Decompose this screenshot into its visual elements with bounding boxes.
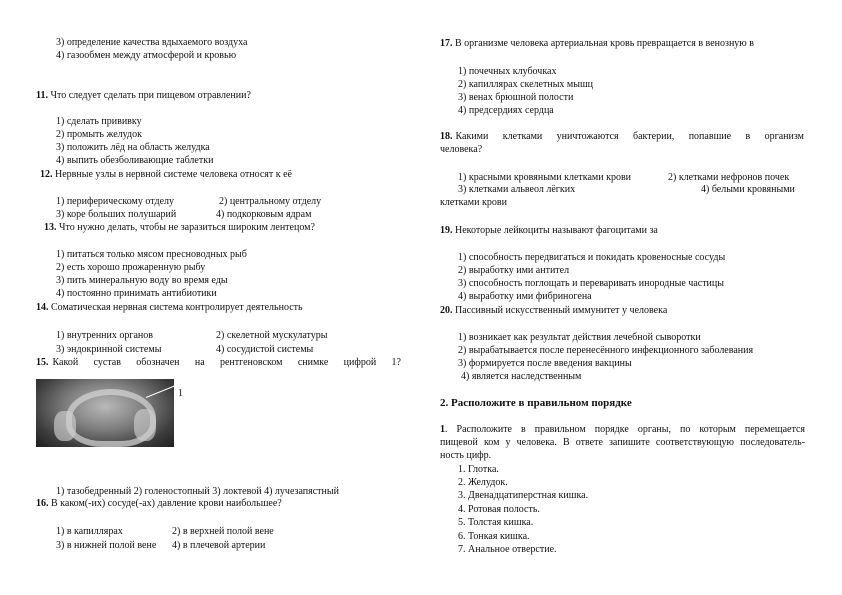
q16-text: В каком(-их) сосуде(-ах) давление крови наибольшее? — [51, 498, 282, 509]
q20-number: 20. — [440, 305, 453, 316]
q11-option-2: 2) промыть желудок — [56, 129, 142, 140]
q13-question — [44, 222, 315, 235]
q11-option-1: 1) сделать прививку — [56, 116, 142, 127]
q19-option-2: 2) выработку ими антител — [458, 265, 570, 276]
q11-option-4: 4) выпить обезболивающие таблетки — [56, 155, 214, 166]
q14-option-4: 4) сосудистой системы — [216, 344, 314, 355]
q18-number: 18. — [440, 131, 453, 142]
q13-option-3: 3) пить минеральную воду во время еды — [56, 275, 228, 286]
q19-question — [440, 225, 658, 238]
q15-number: 15. — [36, 357, 49, 368]
q18-option-1: 1) красными кровяными клетками крови — [458, 172, 632, 183]
order-item-7: 7. Анальное отверстие. — [458, 544, 557, 555]
q13-option-4: 4) постоянно принимать антибиотики — [56, 288, 217, 299]
q20-option-1: 1) возникает как результат действия лечебной сыворотки — [458, 332, 701, 343]
q16-option-3: 3) в нижней полой вене — [56, 540, 157, 551]
q14-question — [36, 302, 303, 315]
q11-text: Что следует сделать при пищевом отравлении? — [50, 90, 251, 101]
xray-pointer-line — [146, 384, 178, 398]
q17-option-1: 1) почечных клубочках — [458, 66, 557, 77]
q19-option-4: 4) выработку ими фибриногена — [458, 291, 592, 302]
q20-option-4: 4) является наследственным — [461, 371, 582, 382]
q16-number: 16. — [36, 498, 49, 509]
q16-option-4: 4) в плечевой артерии — [172, 540, 266, 551]
order-item-2: 2. Желудок. — [458, 477, 508, 488]
q18-option-4-cont: клетками крови — [440, 197, 507, 208]
q17-question — [440, 38, 754, 51]
task-1-text-2: пищевой ком у человека. В ответе запишите соответствующую последователь- — [440, 437, 805, 448]
q19-option-3: 3) способность поглощать и переваривать инородные частицы — [458, 278, 724, 289]
q20-question — [440, 305, 667, 318]
task-1-line-2 — [440, 437, 805, 450]
q10-option-4: 4) газообмен между атмосферой и кровью — [56, 50, 237, 61]
q10-option-3: 3) определение качества вдыхаемого воздуха — [56, 37, 248, 48]
q12-option-1: 1) периферическому отделу — [56, 196, 175, 207]
q19-option-1: 1) способность передвигаться и покидать кровеносные сосуды — [458, 252, 726, 263]
xray-label: 1 — [178, 388, 183, 399]
order-item-6: 6. Тонкая кишка. — [458, 531, 530, 542]
q14-text: Соматическая нервная система контролирует деятельность — [51, 302, 303, 313]
q15-question — [36, 357, 401, 370]
q15-answers: 1) тазобедренный 2) голеностопный 3) локтевой 4) лучезапястный — [56, 486, 339, 497]
q14-option-2: 2) скелетной мускулатуры — [216, 330, 328, 341]
q20-option-3: 3) формируется после введения вакцины — [458, 358, 632, 369]
task-1-text-3: ность цифр. — [440, 450, 492, 461]
task-1-text-1: . Расположите в правильном порядке органы, по которым перемещается — [445, 424, 805, 435]
q18-option-4: 4) белыми кровяными — [701, 184, 795, 195]
order-item-4: 4. Ротовая полость. — [458, 504, 540, 515]
q12-option-4: 4) подкорковым ядрам — [216, 209, 312, 220]
q18-text-line2: человека? — [440, 144, 483, 155]
q11-question — [36, 90, 251, 103]
q18-option-2: 2) клетками нефронов почек — [668, 172, 790, 183]
q13-number: 13. — [44, 222, 57, 233]
xray-image — [36, 379, 174, 447]
q20-option-2: 2) вырабатывается после перенесённого инфекционного заболевания — [458, 345, 754, 356]
q11-option-3: 3) положить лёд на область желудка — [56, 142, 210, 153]
q13-text: Что нужно делать, чтобы не заразиться широким лентецом? — [59, 222, 315, 233]
q12-option-2: 2) центральному отделу — [219, 196, 322, 207]
q19-number: 19. — [440, 225, 453, 236]
order-item-5: 5. Толстая кишка. — [458, 517, 534, 528]
q18-text-line1: Какими клетками уничтожаются бактерии, попавшие в организм — [455, 131, 804, 142]
q19-text: Некоторые лейкоциты называют фагоцитами за — [455, 225, 658, 236]
q17-option-2: 2) капиллярах скелетных мышц — [458, 79, 594, 90]
q17-text: В организме человека артериальная кровь превращается в венозную в — [455, 38, 754, 49]
left-femur-shape — [54, 411, 76, 441]
q14-number: 14. — [36, 302, 49, 313]
q13-option-1: 1) питаться только мясом пресноводных рыб — [56, 249, 247, 260]
right-femur-shape — [134, 409, 156, 441]
q18-question — [440, 131, 804, 144]
q12-question — [40, 169, 292, 182]
q16-option-1: 1) в капиллярах — [56, 526, 123, 537]
q20-text: Пассивный искусственный иммунитет у человека — [455, 305, 668, 316]
q16-option-2: 2) в верхней полой вене — [172, 526, 274, 537]
q15-text: Какой сустав обозначен на рентгеновском снимке цифрой 1? — [52, 357, 401, 368]
q18-option-3: 3) клетками альвеол лёгких — [458, 184, 576, 195]
q12-option-3: 3) коре больших полушарий — [56, 209, 177, 220]
task-1-number: 1 — [440, 424, 445, 435]
task-1-line-1 — [440, 424, 805, 437]
order-item-3: 3. Двенадцатиперстная кишка. — [458, 490, 589, 501]
q17-option-3: 3) венах брюшной полости — [458, 92, 574, 103]
q13-option-2: 2) есть хорошо прожаренную рыбу — [56, 262, 206, 273]
q17-number: 17. — [440, 38, 453, 49]
q16-question — [36, 498, 282, 511]
section-2-title: 2. Расположите в правильном порядке — [440, 397, 632, 409]
q14-option-1: 1) внутренних органов — [56, 330, 154, 341]
q17-option-4: 4) предсердиях сердца — [458, 105, 554, 116]
order-item-1: 1. Глотка. — [458, 464, 499, 475]
q12-number: 12. — [40, 169, 53, 180]
q14-option-3: 3) эндокринной системы — [56, 344, 162, 355]
q11-number: 11. — [36, 90, 48, 101]
q12-text: Нервные узлы в нервной системе человека относят к её — [55, 169, 292, 180]
